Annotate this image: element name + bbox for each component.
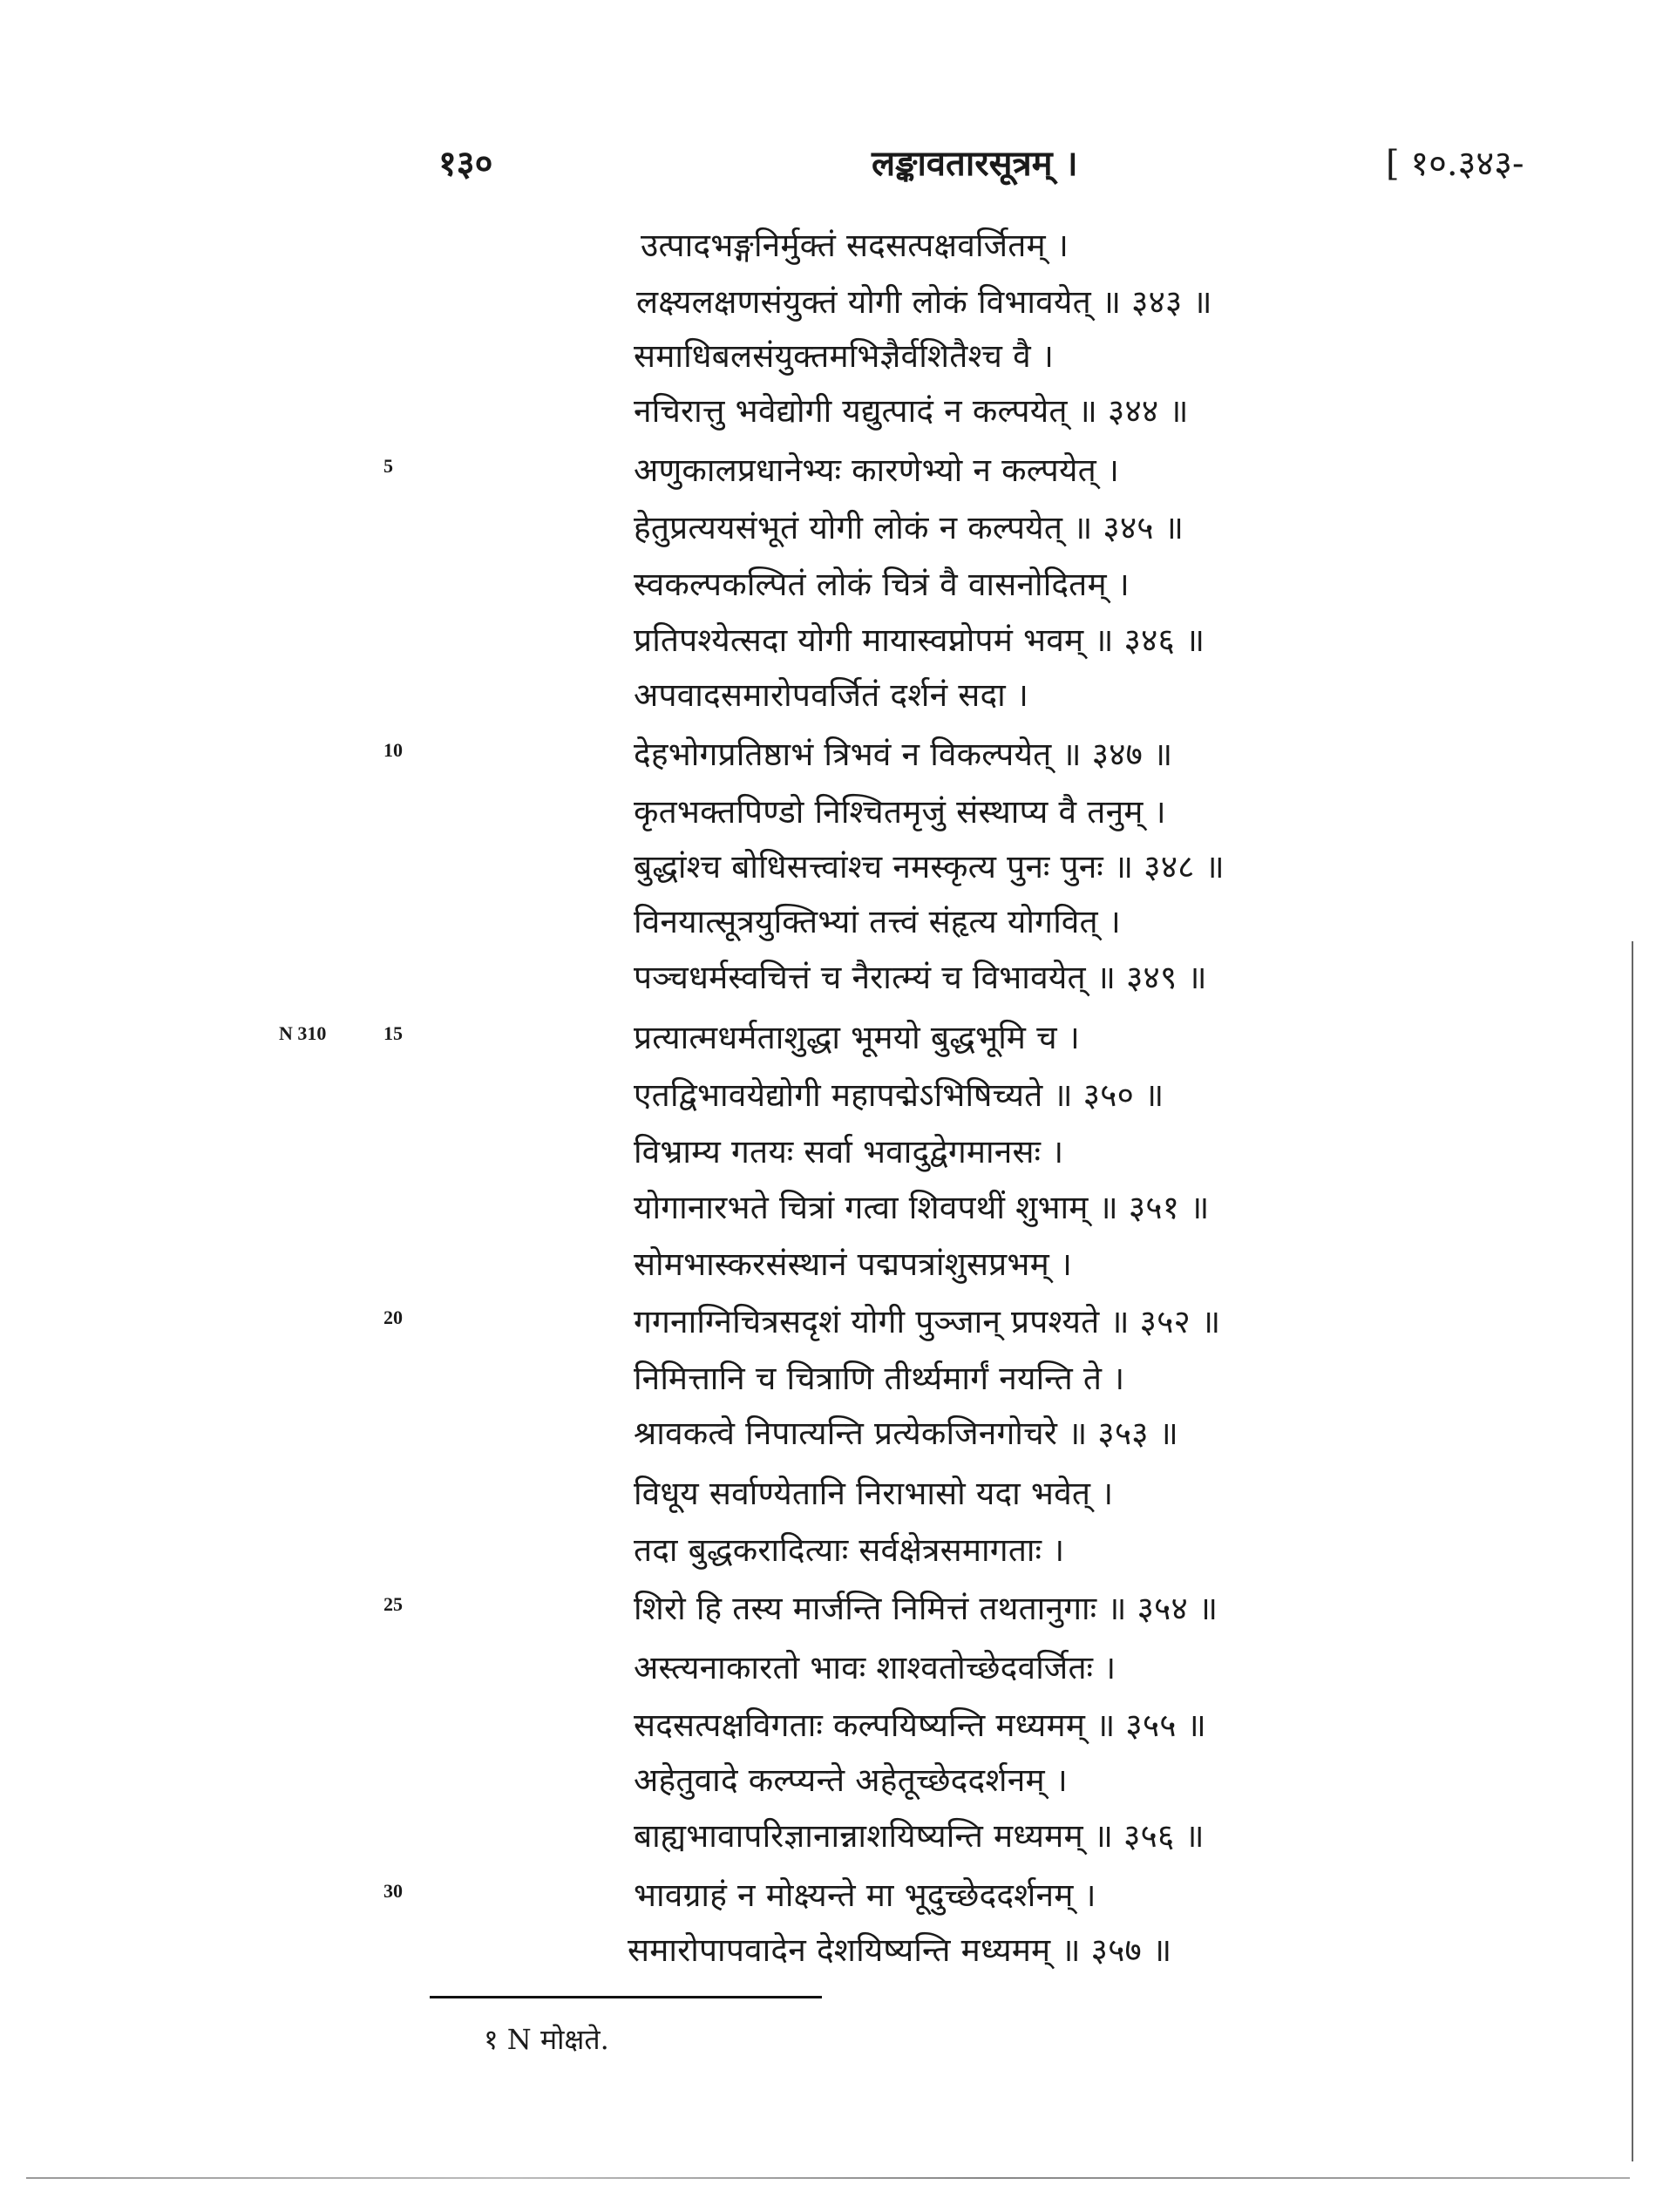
verse-text: पञ्चधर्मस्वचित्तं च नैरात्म्यं च विभावयेत् ॥ ३४९ ॥ (634, 959, 1207, 996)
verse-line (0, 1696, 1656, 1754)
verse-reference: [ १०.३४३- (1386, 144, 1524, 184)
verse-text: गगनाग्निचित्रसदृशं योगी पुञ्जान् प्रपश्यते ॥ ३५२ ॥ (634, 1303, 1221, 1340)
verse-text: प्रतिपश्येत्सदा योगी मायास्वप्नोपमं भवम् ॥ ३४६ ॥ (634, 621, 1205, 659)
verse-line (0, 666, 1656, 723)
verse-line (0, 273, 1656, 330)
verse-text: लक्ष्यलक्षणसंयुक्तं योगी लोकं विभावयेत् ॥ ३४३ ॥ (636, 283, 1212, 321)
verse-line (0, 725, 1656, 783)
verse-line (0, 216, 1656, 274)
verse-text: बाह्यभावापरिज्ञानान्नाशयिष्यन्ति मध्यमम् ॥ ३५६ ॥ (634, 1817, 1205, 1855)
line-number: 15 (383, 1022, 403, 1044)
page-right-edge (1632, 941, 1633, 2161)
verse-text: समाधिबलसंयुक्तमभिज्ञैर्वशितैश्च वै । (634, 337, 1055, 375)
verse-line (0, 1008, 1656, 1066)
running-title: लङ्कावतारसूत्रम् । (872, 143, 1078, 184)
verse-text: हेतुप्रत्ययसंभूतं योगी लोकं न कल्पयेत् ॥ ३४५ ॥ (634, 509, 1184, 546)
verse-text: भावग्राहं न मोक्ष्यन्ते मा भूदुच्छेददर्शनम् । (634, 1876, 1096, 1914)
verse-text: विधूय सर्वाण्येतानि निराभासो यदा भवेत् । (634, 1475, 1114, 1512)
verse-text: सोमभास्करसंस्थानं पद्मपत्रांशुसप्रभम् । (634, 1245, 1073, 1283)
verse-text: निमित्तानि च चित्राणि तीर्थ्यमार्गं नयन्ति ते । (634, 1360, 1125, 1397)
verse-line (0, 555, 1656, 613)
verse-text: समारोपापवादेन देशयिष्यन्ति मध्यमम् ॥ ३५७ ॥ (628, 1931, 1172, 1969)
verse-line (0, 1349, 1656, 1407)
verse-text: उत्पादभङ्गनिर्मुक्तं सदसत्पक्षवर्जितम् । (641, 227, 1069, 264)
verse-text: प्रत्यात्मधर्मताशुद्धा भूमयो बुद्धभूमि च । (634, 1019, 1080, 1056)
verse-line (0, 327, 1656, 384)
verse-text: स्वकल्पकल्पितं लोकं चित्रं वै वासनोदितम् । (634, 566, 1130, 603)
verse-line (0, 1123, 1656, 1180)
verse-text: नचिरात्तु भवेद्योगी यद्युत्पादं न कल्पयेत् ॥ ३४४ ॥ (634, 392, 1189, 430)
verse-line (0, 948, 1656, 1006)
verse-text: अस्त्यनाकारतो भावः शाश्वतोच्छेदवर्जितः । (634, 1649, 1116, 1686)
verse-text: अपवादसमारोपवर्जितं दर्शनं सदा । (634, 676, 1029, 714)
verse-line (0, 1464, 1656, 1522)
verse-line (0, 611, 1656, 668)
line-number: 20 (383, 1306, 403, 1328)
verse-text: सदसत्पक्षविगताः कल्पयिष्यन्ति मध्यमम् ॥ ३५५ ॥ (634, 1706, 1207, 1744)
verse-text: शिरो हि तस्य मार्जन्ति निमित्तं तथतानुगाः ॥ ३५४ ॥ (634, 1590, 1218, 1627)
verse-line (0, 1178, 1656, 1236)
verse-line (0, 1235, 1656, 1293)
verse-text: विनयात्सूत्रयुक्तिभ्यां तत्त्वं संहृत्य योगवित् । (634, 903, 1122, 940)
verse-line (0, 1521, 1656, 1578)
verse-text: एतद्विभावयेद्योगी महापद्मेऽभिषिच्यते ॥ ३५० ॥ (634, 1076, 1164, 1114)
footnote-rule (430, 1996, 822, 1998)
verse-line (0, 1639, 1656, 1696)
verse-text: कृतभक्तपिण्डो निश्चितमृजुं संस्थाप्य वै तनुम् । (634, 793, 1166, 831)
verse-line (0, 499, 1656, 556)
verse-line (0, 1579, 1656, 1637)
verse-line (0, 1293, 1656, 1350)
verse-line (0, 1751, 1656, 1808)
verse-line (0, 382, 1656, 439)
line-number: 5 (383, 455, 393, 477)
verse-text: अणुकालप्रधानेभ्यः कारणेभ्यो न कल्पयेत् । (634, 451, 1120, 489)
verse-line (0, 838, 1656, 895)
verse-text: विभ्राम्य गतयः सर्वा भवादुद्वेगमानसः । (634, 1133, 1064, 1170)
verse-line (0, 1066, 1656, 1123)
verse-line (0, 1921, 1656, 1978)
verse-line (0, 1866, 1656, 1924)
line-number: 25 (383, 1593, 403, 1615)
verse-text: अहेतुवादे कल्प्यन्ते अहेतूच्छेददर्शनम् । (634, 1761, 1068, 1799)
verse-line (0, 441, 1656, 499)
line-number: 10 (383, 739, 403, 761)
verse-line (0, 1807, 1656, 1864)
verse-text: बुद्धांश्च बोधिसत्त्वांश्च नमस्कृत्य पुनः पुनः ॥ ३४८ ॥ (634, 848, 1225, 885)
verse-text: तदा बुद्धकरादित्याः सर्वक्षेत्रसमागताः । (634, 1531, 1065, 1569)
verse-line (0, 892, 1656, 950)
margin-reference: N 310 (279, 1022, 327, 1044)
verse-text: देहभोगप्रतिष्ठाभं त्रिभवं न विकल्पयेत् ॥ ३४७ ॥ (634, 736, 1173, 773)
verse-line (0, 1404, 1656, 1462)
verse-text: श्रावकत्वे निपात्यन्ति प्रत्येकजिनगोचरे ॥ ३५३ ॥ (634, 1415, 1179, 1452)
line-number: 30 (383, 1880, 403, 1902)
page-number: १३० (438, 143, 493, 184)
page-bottom-edge (26, 2177, 1630, 2179)
footnote: १ N मोक्षते. (484, 2023, 609, 2056)
verse-text: योगानारभते चित्रां गत्वा शिवपथीं शुभाम् ॥ ३५१ ॥ (634, 1189, 1210, 1226)
verse-line (0, 783, 1656, 840)
